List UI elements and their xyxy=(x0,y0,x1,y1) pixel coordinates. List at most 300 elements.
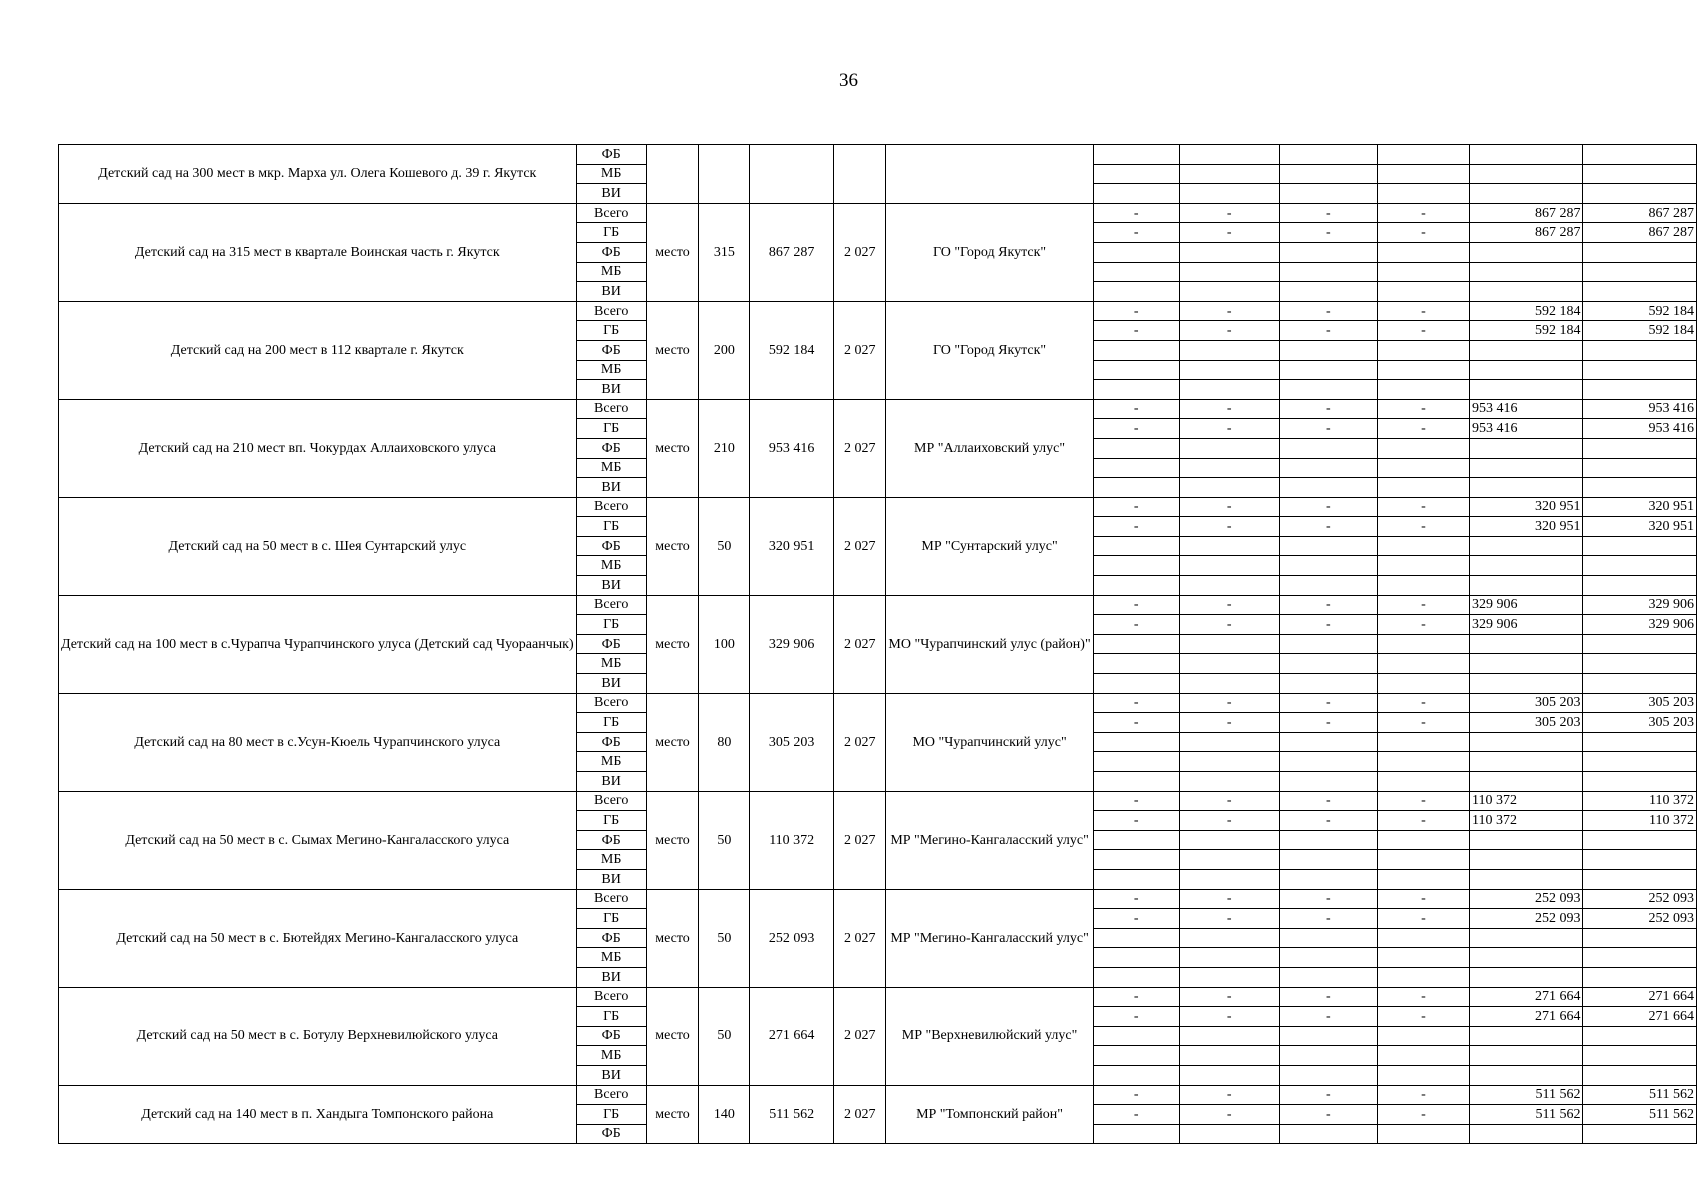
value-cell-5 xyxy=(1470,1046,1583,1066)
value-cell-4: - xyxy=(1377,517,1469,537)
value-cell-2: - xyxy=(1179,889,1279,909)
value-cell-1 xyxy=(1093,438,1179,458)
unit-cell: место xyxy=(646,693,699,791)
funding-source-cell: ГБ xyxy=(576,321,646,341)
value-cell-1: - xyxy=(1093,301,1179,321)
funding-source-cell: ВИ xyxy=(576,184,646,204)
capacity-cell: 200 xyxy=(699,301,750,399)
value-cell-4: - xyxy=(1377,321,1469,341)
value-cell-2 xyxy=(1179,478,1279,498)
value-cell-2 xyxy=(1179,830,1279,850)
value-cell-3: - xyxy=(1279,419,1377,439)
funding-source-cell: МБ xyxy=(576,948,646,968)
value-cell-6 xyxy=(1583,1124,1697,1144)
year-cell: 2 027 xyxy=(834,399,886,497)
value-cell-1: - xyxy=(1093,987,1179,1007)
value-cell-1 xyxy=(1093,634,1179,654)
value-cell-6 xyxy=(1583,850,1697,870)
cost-cell: 271 664 xyxy=(750,987,834,1085)
value-cell-2 xyxy=(1179,869,1279,889)
value-cell-5 xyxy=(1470,282,1583,302)
value-cell-1 xyxy=(1093,1026,1179,1046)
organization-cell xyxy=(886,145,1093,204)
value-cell-4: - xyxy=(1377,987,1469,1007)
value-cell-1 xyxy=(1093,478,1179,498)
value-cell-4 xyxy=(1377,869,1469,889)
value-cell-1: - xyxy=(1093,791,1179,811)
table-row xyxy=(59,791,1697,811)
value-cell-4 xyxy=(1377,282,1469,302)
value-cell-6 xyxy=(1583,772,1697,792)
funding-source-cell: ГБ xyxy=(576,909,646,929)
value-cell-4 xyxy=(1377,674,1469,694)
value-cell-5: 305 203 xyxy=(1470,693,1583,713)
year-cell: 2 027 xyxy=(834,595,886,693)
value-cell-5: 320 951 xyxy=(1470,497,1583,517)
value-cell-1: - xyxy=(1093,595,1179,615)
page-number: 36 xyxy=(839,70,858,91)
value-cell-4 xyxy=(1377,772,1469,792)
value-cell-5 xyxy=(1470,145,1583,165)
value-cell-3: - xyxy=(1279,321,1377,341)
value-cell-3 xyxy=(1279,850,1377,870)
capacity-cell: 80 xyxy=(699,693,750,791)
table-row xyxy=(59,987,1697,1007)
value-cell-4 xyxy=(1377,556,1469,576)
unit-cell: место xyxy=(646,399,699,497)
capacity-cell: 210 xyxy=(699,399,750,497)
funding-source-cell: ФБ xyxy=(576,438,646,458)
value-cell-5 xyxy=(1470,438,1583,458)
unit-cell xyxy=(646,145,699,204)
unit-cell: место xyxy=(646,595,699,693)
value-cell-3: - xyxy=(1279,223,1377,243)
value-cell-3 xyxy=(1279,360,1377,380)
organization-cell: МО "Чурапчинский улус (район)" xyxy=(886,595,1093,693)
value-cell-2: - xyxy=(1179,693,1279,713)
value-cell-5 xyxy=(1470,184,1583,204)
funding-source-cell: ГБ xyxy=(576,1007,646,1027)
year-cell xyxy=(834,145,886,204)
value-cell-3: - xyxy=(1279,713,1377,733)
value-cell-6 xyxy=(1583,732,1697,752)
value-cell-6 xyxy=(1583,360,1697,380)
capacity-cell: 315 xyxy=(699,203,750,301)
organization-cell: МР "Верхневилюйский улус" xyxy=(886,987,1093,1085)
capacity-cell: 100 xyxy=(699,595,750,693)
value-cell-6 xyxy=(1583,1065,1697,1085)
value-cell-4 xyxy=(1377,262,1469,282)
table-row xyxy=(59,889,1697,909)
value-cell-2: - xyxy=(1179,497,1279,517)
cost-cell: 329 906 xyxy=(750,595,834,693)
object-name-cell: Детский сад на 50 мест в с. Сымах Мегино-Кангаласского улуса xyxy=(59,791,577,889)
value-cell-5: 271 664 xyxy=(1470,987,1583,1007)
funding-source-cell: Всего xyxy=(576,1085,646,1105)
value-cell-3: - xyxy=(1279,497,1377,517)
value-cell-4 xyxy=(1377,948,1469,968)
value-cell-1 xyxy=(1093,772,1179,792)
value-cell-2: - xyxy=(1179,595,1279,615)
value-cell-2: - xyxy=(1179,517,1279,537)
value-cell-3: - xyxy=(1279,301,1377,321)
value-cell-1 xyxy=(1093,145,1179,165)
value-cell-3 xyxy=(1279,869,1377,889)
value-cell-3 xyxy=(1279,830,1377,850)
year-cell: 2 027 xyxy=(834,791,886,889)
value-cell-2 xyxy=(1179,967,1279,987)
value-cell-3 xyxy=(1279,948,1377,968)
value-cell-3: - xyxy=(1279,1105,1377,1125)
unit-cell: место xyxy=(646,889,699,987)
object-name-cell: Детский сад на 200 мест в 112 квартале г. Якутск xyxy=(59,301,577,399)
value-cell-4: - xyxy=(1377,419,1469,439)
value-cell-6: 511 562 xyxy=(1583,1085,1697,1105)
value-cell-3 xyxy=(1279,967,1377,987)
value-cell-2: - xyxy=(1179,791,1279,811)
value-cell-6 xyxy=(1583,340,1697,360)
unit-cell: место xyxy=(646,497,699,595)
value-cell-2: - xyxy=(1179,987,1279,1007)
value-cell-5: 110 372 xyxy=(1470,811,1583,831)
value-cell-6: 271 664 xyxy=(1583,1007,1697,1027)
value-cell-6: 867 287 xyxy=(1583,203,1697,223)
value-cell-5: 511 562 xyxy=(1470,1085,1583,1105)
value-cell-5 xyxy=(1470,458,1583,478)
table-row xyxy=(59,301,1697,321)
value-cell-6 xyxy=(1583,928,1697,948)
value-cell-1: - xyxy=(1093,223,1179,243)
value-cell-5 xyxy=(1470,536,1583,556)
value-cell-5 xyxy=(1470,576,1583,596)
value-cell-1: - xyxy=(1093,615,1179,635)
value-cell-1 xyxy=(1093,262,1179,282)
capacity-cell: 140 xyxy=(699,1085,750,1144)
object-name-cell: Детский сад на 100 мест в с.Чурапча Чурапчинского улуса (Детский сад Чуораанчык) xyxy=(59,595,577,693)
value-cell-1 xyxy=(1093,556,1179,576)
funding-source-cell: Всего xyxy=(576,301,646,321)
value-cell-3 xyxy=(1279,654,1377,674)
value-cell-6 xyxy=(1583,869,1697,889)
object-name-cell: Детский сад на 50 мест в с. Шея Сунтарский улус xyxy=(59,497,577,595)
value-cell-5: 252 093 xyxy=(1470,889,1583,909)
value-cell-1 xyxy=(1093,830,1179,850)
value-cell-6: 110 372 xyxy=(1583,791,1697,811)
value-cell-2 xyxy=(1179,576,1279,596)
value-cell-1 xyxy=(1093,752,1179,772)
value-cell-1 xyxy=(1093,967,1179,987)
funding-source-cell: МБ xyxy=(576,360,646,380)
value-cell-3 xyxy=(1279,752,1377,772)
value-cell-4: - xyxy=(1377,1105,1469,1125)
funding-source-cell: МБ xyxy=(576,654,646,674)
value-cell-3: - xyxy=(1279,791,1377,811)
value-cell-5: 953 416 xyxy=(1470,419,1583,439)
funding-source-cell: ФБ xyxy=(576,340,646,360)
unit-cell: место xyxy=(646,1085,699,1144)
value-cell-5 xyxy=(1470,380,1583,400)
funding-source-cell: Всего xyxy=(576,595,646,615)
value-cell-6 xyxy=(1583,674,1697,694)
value-cell-4 xyxy=(1377,967,1469,987)
value-cell-6: 252 093 xyxy=(1583,909,1697,929)
table-row xyxy=(59,399,1697,419)
funding-source-cell: ВИ xyxy=(576,380,646,400)
value-cell-2: - xyxy=(1179,321,1279,341)
unit-cell: место xyxy=(646,301,699,399)
value-cell-2 xyxy=(1179,1046,1279,1066)
value-cell-3: - xyxy=(1279,399,1377,419)
funding-source-cell: Всего xyxy=(576,791,646,811)
value-cell-2: - xyxy=(1179,399,1279,419)
value-cell-1: - xyxy=(1093,889,1179,909)
value-cell-6 xyxy=(1583,576,1697,596)
value-cell-6 xyxy=(1583,164,1697,184)
value-cell-1 xyxy=(1093,1065,1179,1085)
organization-cell: МР "Мегино-Кангаласский улус" xyxy=(886,791,1093,889)
value-cell-4: - xyxy=(1377,301,1469,321)
value-cell-5 xyxy=(1470,242,1583,262)
value-cell-6: 320 951 xyxy=(1583,517,1697,537)
funding-source-cell: МБ xyxy=(576,752,646,772)
value-cell-2 xyxy=(1179,458,1279,478)
value-cell-4 xyxy=(1377,1026,1469,1046)
capacity-cell: 50 xyxy=(699,889,750,987)
value-cell-4 xyxy=(1377,634,1469,654)
funding-source-cell: ФБ xyxy=(576,242,646,262)
value-cell-4: - xyxy=(1377,595,1469,615)
funding-source-cell: Всего xyxy=(576,693,646,713)
value-cell-6 xyxy=(1583,478,1697,498)
value-cell-5 xyxy=(1470,262,1583,282)
value-cell-3 xyxy=(1279,556,1377,576)
cost-cell: 867 287 xyxy=(750,203,834,301)
value-cell-4 xyxy=(1377,145,1469,165)
funding-source-cell: МБ xyxy=(576,164,646,184)
value-cell-4 xyxy=(1377,830,1469,850)
value-cell-4 xyxy=(1377,732,1469,752)
object-name-cell: Детский сад на 140 мест в п. Хандыга Томпонского района xyxy=(59,1085,577,1144)
value-cell-6 xyxy=(1583,242,1697,262)
value-cell-1: - xyxy=(1093,497,1179,517)
value-cell-6 xyxy=(1583,380,1697,400)
value-cell-4 xyxy=(1377,164,1469,184)
cost-cell: 592 184 xyxy=(750,301,834,399)
value-cell-3 xyxy=(1279,184,1377,204)
value-cell-5: 110 372 xyxy=(1470,791,1583,811)
object-name-cell: Детский сад на 80 мест в с.Усун-Кюель Чурапчинского улуса xyxy=(59,693,577,791)
value-cell-4 xyxy=(1377,928,1469,948)
funding-source-cell: ГБ xyxy=(576,223,646,243)
value-cell-1: - xyxy=(1093,203,1179,223)
value-cell-1 xyxy=(1093,674,1179,694)
organization-cell: ГО "Город Якутск" xyxy=(886,203,1093,301)
value-cell-5 xyxy=(1470,164,1583,184)
funding-source-cell: ВИ xyxy=(576,478,646,498)
value-cell-5: 329 906 xyxy=(1470,595,1583,615)
value-cell-1 xyxy=(1093,850,1179,870)
value-cell-1 xyxy=(1093,654,1179,674)
funding-source-cell: МБ xyxy=(576,556,646,576)
value-cell-6: 592 184 xyxy=(1583,301,1697,321)
value-cell-6 xyxy=(1583,458,1697,478)
unit-cell: место xyxy=(646,791,699,889)
table-row xyxy=(59,595,1697,615)
funding-source-cell: ФБ xyxy=(576,1026,646,1046)
value-cell-6 xyxy=(1583,1046,1697,1066)
value-cell-5 xyxy=(1470,869,1583,889)
value-cell-3: - xyxy=(1279,909,1377,929)
value-cell-5 xyxy=(1470,634,1583,654)
value-cell-4: - xyxy=(1377,1007,1469,1027)
value-cell-2 xyxy=(1179,340,1279,360)
value-cell-5: 511 562 xyxy=(1470,1105,1583,1125)
value-cell-4 xyxy=(1377,360,1469,380)
funding-source-cell: ВИ xyxy=(576,967,646,987)
value-cell-5 xyxy=(1470,654,1583,674)
value-cell-3: - xyxy=(1279,595,1377,615)
value-cell-2: - xyxy=(1179,1085,1279,1105)
value-cell-5: 867 287 xyxy=(1470,223,1583,243)
value-cell-1: - xyxy=(1093,517,1179,537)
value-cell-3: - xyxy=(1279,203,1377,223)
value-cell-2 xyxy=(1179,536,1279,556)
value-cell-6 xyxy=(1583,262,1697,282)
value-cell-5 xyxy=(1470,948,1583,968)
value-cell-3 xyxy=(1279,576,1377,596)
value-cell-2 xyxy=(1179,145,1279,165)
value-cell-5 xyxy=(1470,967,1583,987)
value-cell-4 xyxy=(1377,1124,1469,1144)
value-cell-3 xyxy=(1279,536,1377,556)
value-cell-1 xyxy=(1093,340,1179,360)
value-cell-5 xyxy=(1470,478,1583,498)
capacity-cell: 50 xyxy=(699,791,750,889)
year-cell: 2 027 xyxy=(834,1085,886,1144)
value-cell-6 xyxy=(1583,830,1697,850)
value-cell-4 xyxy=(1377,184,1469,204)
value-cell-6 xyxy=(1583,145,1697,165)
value-cell-2: - xyxy=(1179,811,1279,831)
unit-cell: место xyxy=(646,987,699,1085)
value-cell-1 xyxy=(1093,536,1179,556)
organization-cell: ГО "Город Якутск" xyxy=(886,301,1093,399)
value-cell-3: - xyxy=(1279,517,1377,537)
value-cell-1 xyxy=(1093,928,1179,948)
value-cell-2: - xyxy=(1179,1007,1279,1027)
value-cell-6 xyxy=(1583,536,1697,556)
funding-source-cell: МБ xyxy=(576,1046,646,1066)
value-cell-2: - xyxy=(1179,223,1279,243)
value-cell-6: 329 906 xyxy=(1583,615,1697,635)
funding-source-cell: МБ xyxy=(576,262,646,282)
funding-source-cell: МБ xyxy=(576,850,646,870)
value-cell-5: 592 184 xyxy=(1470,301,1583,321)
value-cell-1 xyxy=(1093,1124,1179,1144)
value-cell-2 xyxy=(1179,654,1279,674)
value-cell-2 xyxy=(1179,674,1279,694)
funding-source-cell: ФБ xyxy=(576,145,646,165)
value-cell-6: 305 203 xyxy=(1583,713,1697,733)
value-cell-2: - xyxy=(1179,615,1279,635)
year-cell: 2 027 xyxy=(834,203,886,301)
table-row xyxy=(59,1085,1697,1105)
value-cell-1 xyxy=(1093,1046,1179,1066)
value-cell-4 xyxy=(1377,478,1469,498)
value-cell-3: - xyxy=(1279,987,1377,1007)
funding-source-cell: ГБ xyxy=(576,713,646,733)
capacity-cell: 50 xyxy=(699,987,750,1085)
value-cell-6: 953 416 xyxy=(1583,399,1697,419)
value-cell-2 xyxy=(1179,360,1279,380)
value-cell-1 xyxy=(1093,458,1179,478)
value-cell-6 xyxy=(1583,654,1697,674)
value-cell-2 xyxy=(1179,1065,1279,1085)
value-cell-3 xyxy=(1279,242,1377,262)
funding-source-cell: ВИ xyxy=(576,1065,646,1085)
table-row xyxy=(59,203,1697,223)
value-cell-1: - xyxy=(1093,1105,1179,1125)
cost-cell: 320 951 xyxy=(750,497,834,595)
value-cell-4: - xyxy=(1377,909,1469,929)
funding-source-cell: ФБ xyxy=(576,536,646,556)
value-cell-1 xyxy=(1093,360,1179,380)
value-cell-1 xyxy=(1093,380,1179,400)
year-cell: 2 027 xyxy=(834,693,886,791)
value-cell-6 xyxy=(1583,1026,1697,1046)
value-cell-3 xyxy=(1279,282,1377,302)
table-row xyxy=(59,145,1697,165)
value-cell-1: - xyxy=(1093,1007,1179,1027)
value-cell-6 xyxy=(1583,556,1697,576)
funding-source-cell: ВИ xyxy=(576,869,646,889)
value-cell-5 xyxy=(1470,360,1583,380)
value-cell-3 xyxy=(1279,262,1377,282)
value-cell-3 xyxy=(1279,732,1377,752)
value-cell-2 xyxy=(1179,928,1279,948)
funding-source-cell: ФБ xyxy=(576,928,646,948)
value-cell-5 xyxy=(1470,1065,1583,1085)
value-cell-4: - xyxy=(1377,1085,1469,1105)
value-cell-1: - xyxy=(1093,321,1179,341)
funding-source-cell: ВИ xyxy=(576,282,646,302)
funding-source-cell: ВИ xyxy=(576,576,646,596)
value-cell-4 xyxy=(1377,536,1469,556)
value-cell-2 xyxy=(1179,380,1279,400)
value-cell-6 xyxy=(1583,948,1697,968)
organization-cell: МО "Чурапчинский улус" xyxy=(886,693,1093,791)
funding-source-cell: ВИ xyxy=(576,674,646,694)
value-cell-5 xyxy=(1470,830,1583,850)
value-cell-5 xyxy=(1470,752,1583,772)
value-cell-3 xyxy=(1279,1046,1377,1066)
value-cell-5: 320 951 xyxy=(1470,517,1583,537)
value-cell-5: 953 416 xyxy=(1470,399,1583,419)
value-cell-2: - xyxy=(1179,419,1279,439)
value-cell-3: - xyxy=(1279,1085,1377,1105)
value-cell-6: 592 184 xyxy=(1583,321,1697,341)
value-cell-6: 511 562 xyxy=(1583,1105,1697,1125)
table-body xyxy=(59,145,1697,1144)
funding-source-cell: ГБ xyxy=(576,1105,646,1125)
funding-source-cell: Всего xyxy=(576,203,646,223)
object-name-cell: Детский сад на 50 мест в с. Ботулу Верхневилюйского улуса xyxy=(59,987,577,1085)
value-cell-3 xyxy=(1279,458,1377,478)
value-cell-6 xyxy=(1583,752,1697,772)
value-cell-3 xyxy=(1279,478,1377,498)
cost-cell: 305 203 xyxy=(750,693,834,791)
value-cell-3 xyxy=(1279,145,1377,165)
